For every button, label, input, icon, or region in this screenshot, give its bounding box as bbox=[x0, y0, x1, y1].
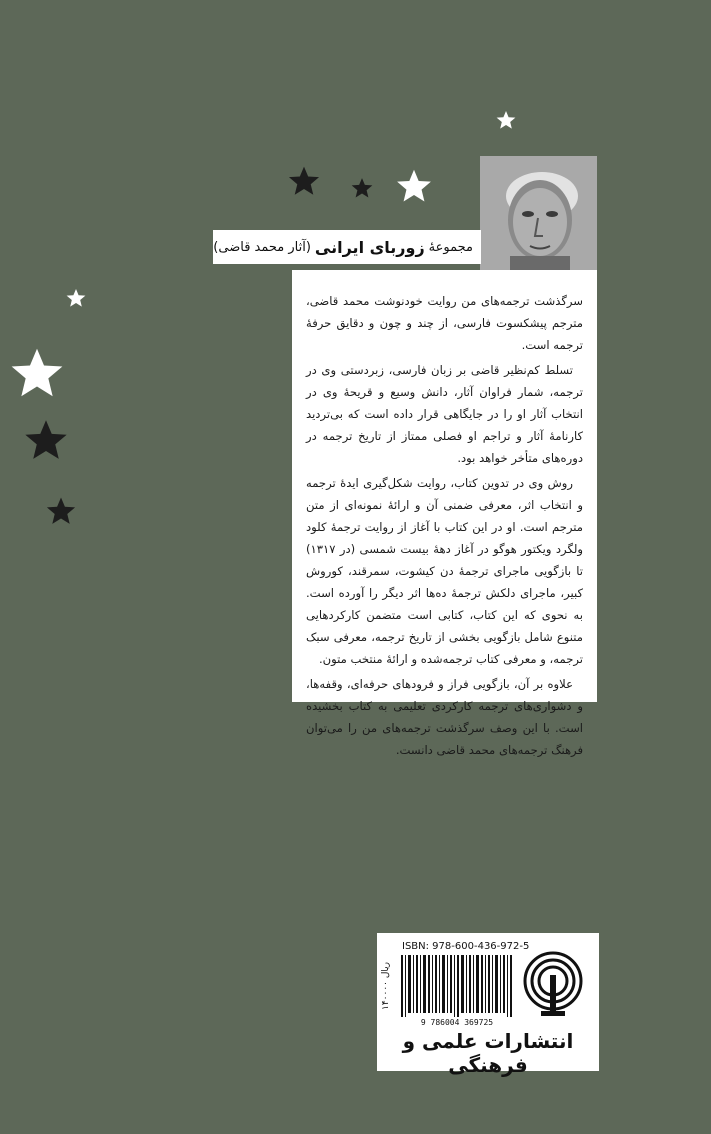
star-icon bbox=[10, 346, 64, 400]
isbn-text: ISBN: 978-600-436-972-5 bbox=[402, 941, 530, 952]
star-icon bbox=[66, 288, 86, 308]
barcode-digits: 9 786004 369725 bbox=[420, 1018, 494, 1027]
star-icon bbox=[288, 165, 320, 197]
series-label-title: زوربای ایرانی bbox=[314, 237, 425, 257]
blurb-panel bbox=[292, 270, 597, 757]
series-label-suffix: (آثار محمد قاضی) bbox=[213, 239, 311, 255]
star-icon bbox=[396, 168, 432, 204]
blurb-paragraph: روش وی در تدوین کتاب، روایت شکل‌گیری ایدهٔ ترجمه و انتخاب اثر، معرفی ضمنی آن و ارائهٔ نمونه‌ای از متن مترجم است. او در این کتاب با آغاز از روایت ترجمهٔ کلود ولگرد ویکتور هوگو در آغاز دههٔ بیست شمسی (در ۱۳۱۷) تا بازگویی ماجرای ترجمهٔ دن کیشوت، سمرقند، کوروش کبیر، ماجرای دلکش ترجمهٔ ده‌ها اثر دیگر را آورده است. به نحوی که این کتاب، کتابی است متضمن کارکردهایی متنوع شامل بازگویی بخشی از تاریخ ترجمه، معرفی سبک ترجمه، و معرفی کتاب ترجمه‌شده و ارائهٔ منتخب متون. bbox=[306, 476, 583, 666]
publisher-panel bbox=[377, 933, 599, 1077]
barcode-icon bbox=[401, 955, 513, 1027]
series-label bbox=[213, 230, 481, 264]
publisher-name: انتشارات علمی و فرهنگی bbox=[402, 1029, 574, 1077]
author-portrait bbox=[480, 156, 597, 271]
star-icon bbox=[351, 177, 373, 199]
publisher-logo-icon bbox=[519, 951, 587, 1023]
series-label-prefix: مجموعهٔ bbox=[428, 239, 473, 255]
price-text: ۱۴۰۰۰۰ ریال bbox=[381, 962, 391, 1011]
blurb-paragraph: تسلط کم‌نظیر قاضی بر زبان فارسی، زبردستی وی در ترجمه، شمار فراوان آثار، دانش وسیع و قریحهٔ وی در انتخاب آثار او را در جایگاهی قرار داده است که بی‌تردید کارنامهٔ آثار و تراجم او فصلی ممتاز از تاریخ ترجمه در دوره‌های متأخر خواهد بود. bbox=[306, 363, 583, 465]
blurb-paragraph: علاوه بر آن، بازگویی فراز و فرودهای حرفه‌ای، وقفه‌ها، و دشواری‌های ترجمه کارکردی تعلیمی به کتاب بخشیده است. با این وصف سرگذشت ترجمه‌های من را می‌توان فرهنگ ترجمه‌های محمد قاضی دانست. bbox=[306, 677, 583, 757]
star-icon bbox=[46, 496, 76, 526]
blurb-paragraph: سرگذشت ترجمه‌های من روایت خودنوشت محمد قاضی، مترجم پیشکسوت فارسی، از چند و چون و دقایق حرفهٔ ترجمه است. bbox=[306, 294, 583, 352]
star-icon bbox=[24, 418, 68, 462]
star-icon bbox=[496, 110, 516, 130]
